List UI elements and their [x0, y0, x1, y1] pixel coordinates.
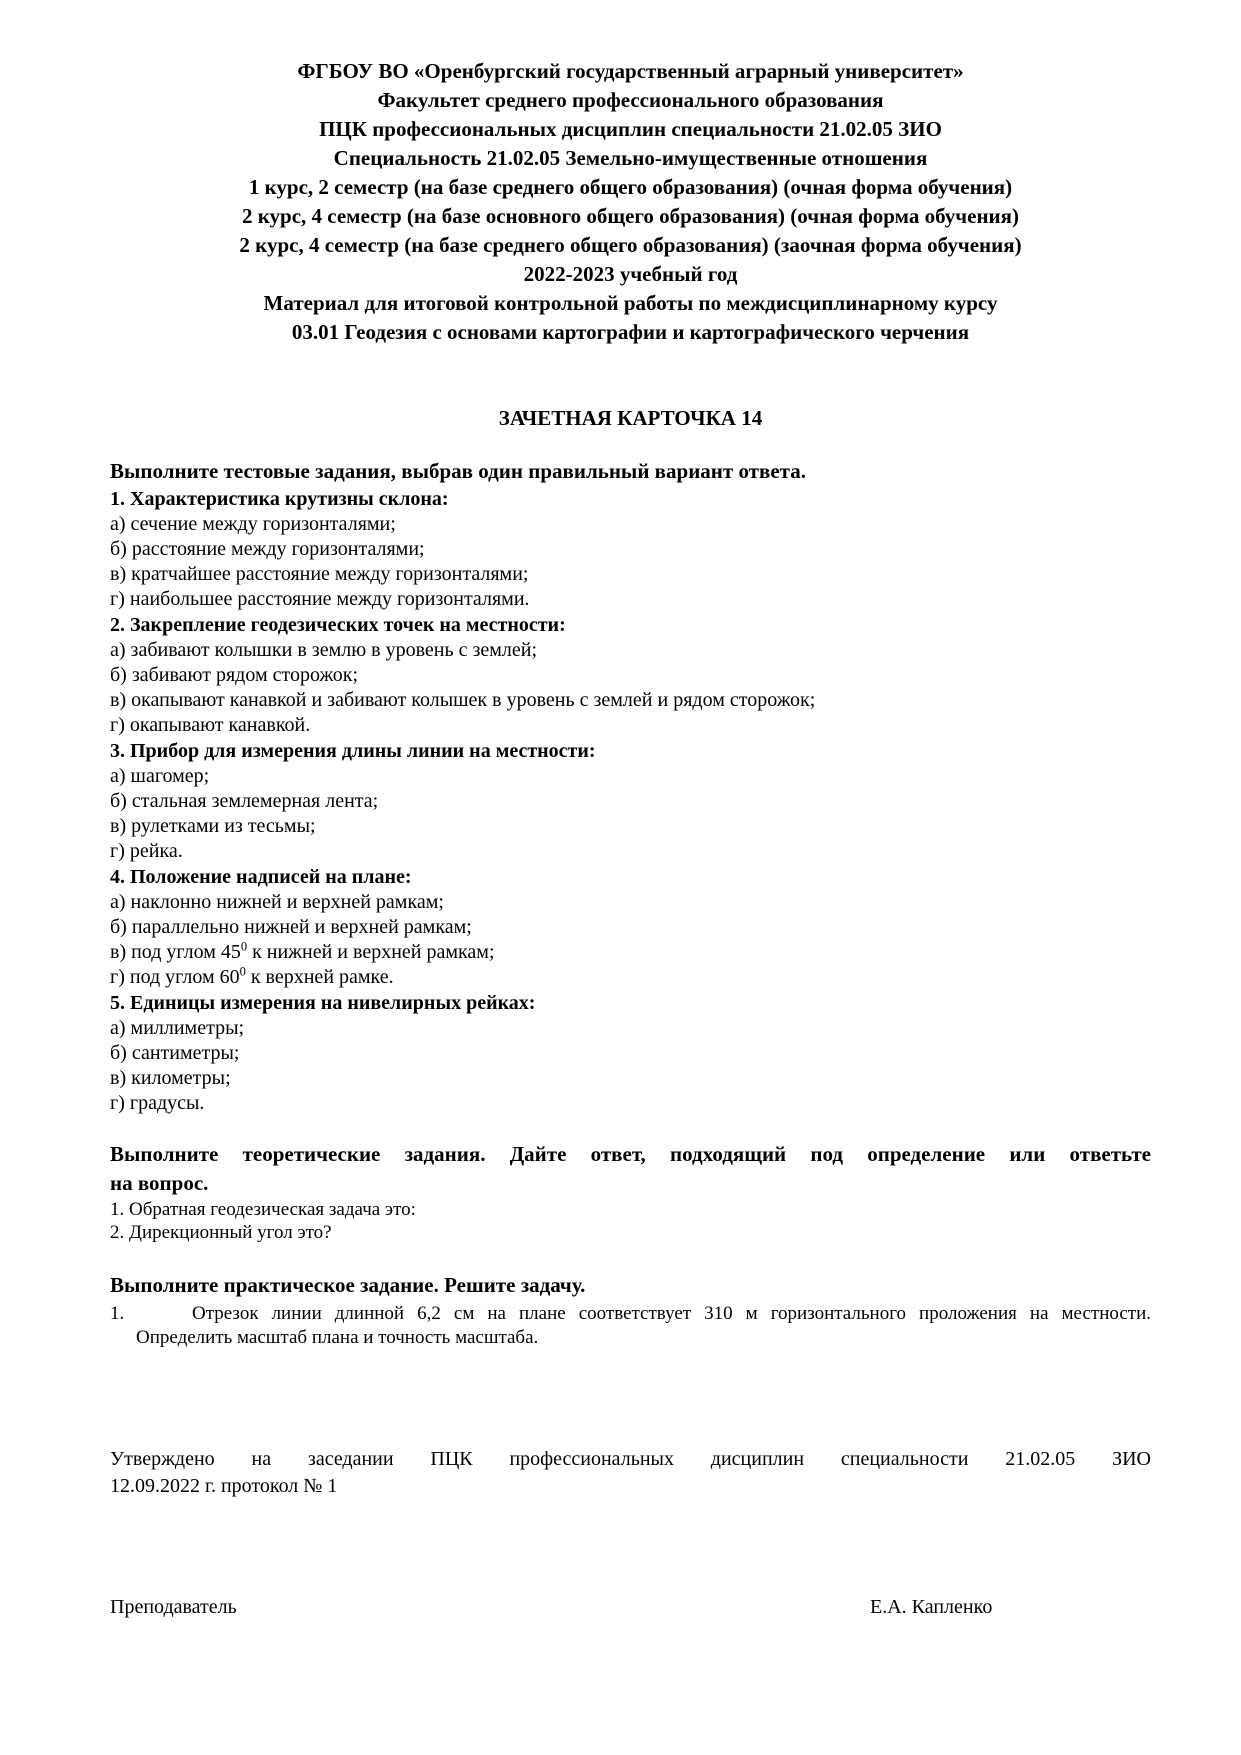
question-option: в) кратчайшее расстояние между горизонталями; [110, 563, 529, 585]
test-question-5 [110, 991, 1151, 1116]
practical-item-line1 [110, 1302, 1151, 1326]
theory-item: 1. Обратная геодезическая задача это: [110, 1199, 416, 1220]
question-title: 4. Положение надписей на плане: [110, 866, 412, 888]
question-option: б) параллельно нижней и верхней рамкам; [110, 916, 472, 938]
teacher-label: Преподаватель [110, 1596, 237, 1618]
question-option: а) миллиметры; [110, 1017, 245, 1039]
header-line: Материал для итоговой контрольной работы по междисциплинарному курсу [263, 291, 998, 315]
header-line: 1 курс, 2 семестр (на базе среднего общего образования) (очная форма обучения) [248, 175, 1013, 199]
question-option: а) наклонно нижней и верхней рамкам; [110, 891, 444, 913]
test-question-3 [110, 739, 1151, 864]
superscript-degree: 0 [239, 964, 246, 979]
document-header [110, 57, 1151, 347]
question-option: а) шагомер; [110, 765, 210, 787]
header-line: ФГБОУ ВО «Оренбургский государственный аграрный университет» [297, 59, 964, 83]
question-option: б) забивают рядом сторожок; [110, 664, 359, 686]
option-text: к верхней рамке. [245, 966, 394, 988]
approval-text-line2: 12.09.2022 г. протокол № 1 [110, 1475, 338, 1497]
header-line: 03.01 Геодезия с основами картографии и картографического черчения [291, 320, 970, 344]
question-option: в) километры; [110, 1067, 231, 1089]
question-option: г) градусы. [110, 1092, 205, 1114]
practical-section-heading: Выполните практическое задание. Решите задачу. [110, 1273, 586, 1297]
question-option [110, 965, 1151, 990]
test-question-1 [110, 487, 1151, 612]
practical-item-line2: Определить масштаб плана и точность масштаба. [136, 1327, 539, 1348]
question-option: б) сантиметры; [110, 1042, 240, 1064]
header-line: Факультет среднего профессионального образования [377, 88, 884, 112]
signature-row [110, 1595, 1151, 1620]
card-title: ЗАЧЕТНАЯ КАРТОЧКА 14 [498, 406, 763, 430]
question-option: а) сечение между горизонталями; [110, 513, 396, 535]
practical-item-text: Отрезок линии длинной 6,2 см на плане соответствует 310 м горизонтального проложения на местности. [192, 1303, 1151, 1324]
theory-section-heading-line1: Выполните теоретические задания. Дайте ответ, подходящий под определение или ответьте [110, 1142, 1151, 1166]
question-title: 2. Закрепление геодезических точек на местности: [110, 614, 566, 636]
question-option: в) рулетками из тесьмы; [110, 815, 316, 837]
question-title: 1. Характеристика крутизны склона: [110, 488, 449, 510]
question-option: г) рейка. [110, 840, 183, 862]
teacher-name: Е.А. Капленко [870, 1596, 993, 1618]
question-title: 3. Прибор для измерения длины линии на местности: [110, 740, 596, 762]
header-line: 2 курс, 4 семестр (на базе среднего общего образования) (заочная форма обучения) [239, 233, 1022, 257]
question-option: в) окапывают канавкой и забивают колышек в уровень с землей и рядом сторожок; [110, 689, 816, 711]
test-section-heading: Выполните тестовые задания, выбрав один правильный вариант ответа. [110, 459, 806, 483]
practical-item-number: 1. [110, 1303, 125, 1324]
theory-section-heading-line2: на вопрос. [110, 1171, 209, 1195]
option-text: к нижней и верхней рамкам; [247, 941, 495, 963]
question-option: а) забивают колышки в землю в уровень с землей; [110, 639, 538, 661]
question-option: б) расстояние между горизонталями; [110, 538, 425, 560]
header-line: 2022-2023 учебный год [523, 262, 738, 286]
question-option [110, 940, 1151, 965]
header-line: ПЦК профессиональных дисциплин специальности 21.02.05 ЗИО [319, 117, 942, 141]
question-option: г) окапывают канавкой. [110, 714, 311, 736]
option-text: г) под углом 60 [110, 966, 240, 988]
approval-text-line1: Утверждено на заседании ПЦК профессиональных дисциплин специальности 21.02.05 ЗИО [110, 1448, 1151, 1470]
question-title: 5. Единицы измерения на нивелирных рейках: [110, 992, 536, 1014]
superscript-degree: 0 [240, 939, 248, 954]
header-line: Специальность 21.02.05 Земельно-имущественные отношения [333, 146, 928, 170]
option-text: в) под углом 45 [110, 941, 241, 963]
question-option: г) наибольшее расстояние между горизонталями. [110, 588, 530, 610]
test-question-4 [110, 865, 1151, 990]
theory-item: 2. Дирекционный угол это? [110, 1222, 332, 1243]
test-question-2 [110, 613, 1151, 738]
header-line: 2 курс, 4 семестр (на базе основного общего образования) (очная форма обучения) [241, 204, 1019, 228]
question-option: б) стальная землемерная лента; [110, 790, 379, 812]
